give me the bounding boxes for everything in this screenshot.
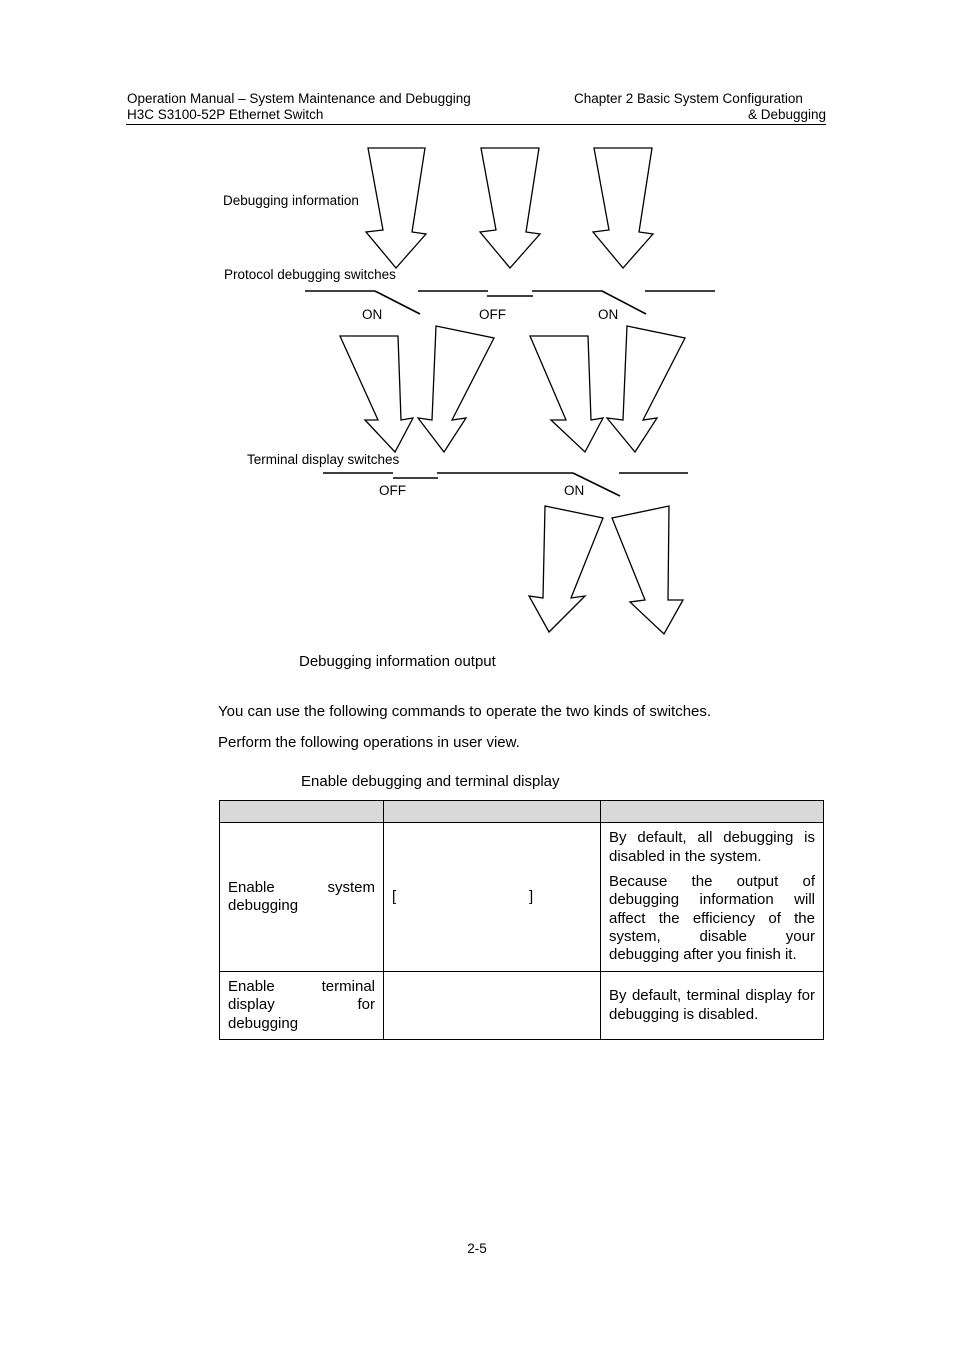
- cell-operation: [220, 823, 384, 972]
- protocol-switch-2-state: OFF: [479, 307, 506, 322]
- header-operation: [220, 801, 384, 823]
- cell-remarks: [601, 972, 824, 1040]
- table-row: [220, 972, 824, 1040]
- terminal-switch-2-state: ON: [564, 483, 585, 498]
- operation-text-cont: debugging: [228, 1014, 299, 1032]
- top-arrow-1: [366, 148, 426, 268]
- command-text: [392, 888, 592, 906]
- cell-remarks: [601, 823, 824, 972]
- paragraph-user-view: Perform the following operations in user view.: [218, 734, 520, 751]
- table-row: [220, 823, 824, 972]
- header-chapter-title: Chapter 2 Basic System Configuration: [574, 91, 803, 106]
- label-protocol-debugging-switches: Protocol debugging switches: [224, 267, 396, 282]
- cell-command: [384, 823, 601, 972]
- remark-terminal-default: By default, terminal display for debugging is disabled.: [609, 987, 815, 1023]
- page-number: 2-5: [467, 1241, 487, 1256]
- label-debugging-information: Debugging information: [223, 193, 359, 208]
- paragraph-commands-intro: You can use the following commands to operate the two kinds of switches.: [218, 703, 712, 720]
- table-caption: Enable debugging and terminal display: [301, 773, 560, 790]
- label-terminal-display-switches: Terminal display switches: [247, 452, 400, 467]
- mid-arrow-1: [340, 336, 413, 452]
- cell-command: [384, 972, 601, 1040]
- top-arrow-3: [593, 148, 653, 268]
- terminal-switch-1-state: OFF: [379, 483, 406, 498]
- remark-efficiency-note: Because the output of debugging information will affect the efficiency of the system, disable your debugging after you finish it.: [609, 873, 815, 964]
- debugging-operations-table: [219, 800, 824, 1040]
- operation-text: Enable terminal: [228, 978, 375, 996]
- header-product-name: H3C S3100-52P Ethernet Switch: [127, 107, 324, 122]
- mid-arrow-4: [607, 326, 685, 452]
- bottom-arrow-1: [529, 506, 603, 632]
- operation-text-cont: debugging: [228, 897, 299, 914]
- table-header-row: [220, 801, 824, 823]
- bottom-arrow-2: [612, 506, 683, 634]
- header-chapter-title-cont: & Debugging: [747, 107, 826, 122]
- command-optional-close-bracket: ]: [529, 888, 534, 905]
- mid-arrow-2: [418, 326, 494, 452]
- remark-default-disabled: By default, all debugging is disabled in the system.: [609, 829, 815, 865]
- mid-arrow-3: [530, 336, 603, 452]
- protocol-switch-1-state: ON: [362, 307, 383, 322]
- header-manual-title: Operation Manual – System Maintenance and Debugging: [127, 91, 471, 106]
- header-remarks: [601, 801, 824, 823]
- command-optional-open-bracket: [: [392, 888, 397, 905]
- figure-caption: Debugging information output: [299, 653, 496, 670]
- header-command: [384, 801, 601, 823]
- protocol-switch-3-state: ON: [598, 307, 619, 322]
- operation-text: Enable system: [228, 878, 375, 896]
- top-arrow-2: [480, 148, 540, 268]
- operation-text-cont: display for: [228, 996, 375, 1014]
- cell-operation: [220, 972, 384, 1040]
